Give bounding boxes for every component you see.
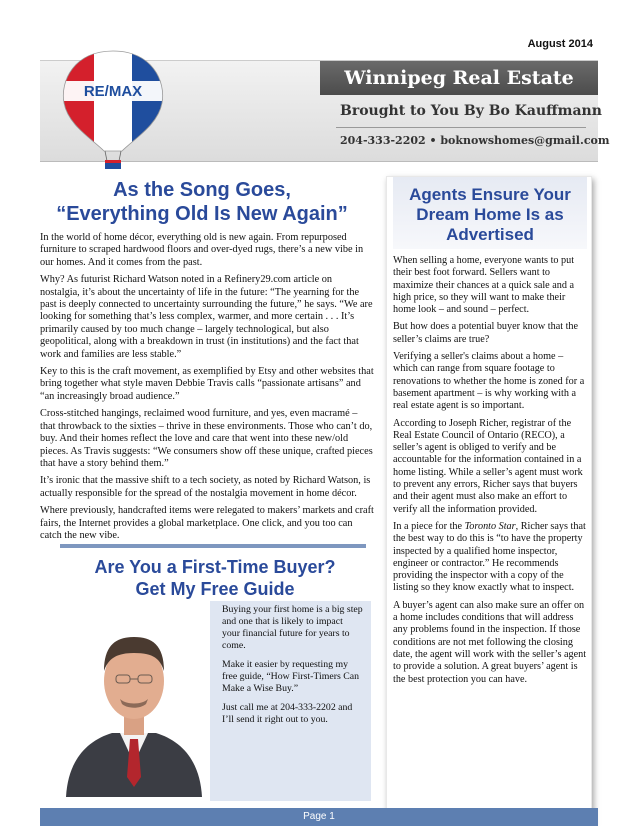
page-footer [40,808,598,826]
left-paragraph: Key to this is the craft movement, as exemplified by Etsy and other websites that bring together what style maven Debbie Travis calls “passionate artisans” and “an increasingly broad audience.” [40,366,374,402]
newsletter-title: Winnipeg Real Estate [344,67,574,89]
right-paragraph: A buyer’s agent can also make sure an offer on a home includes conditions that will address any problems found in the inspection. If those conditions are not met following the closing date, the agent will work with the seller’s agent to provide a solution. A great buyers’ agent is the best protection you can have. [393,599,587,685]
right-article-title [393,185,587,245]
p5-prefix: In a piece for the [393,520,465,532]
right-paragraph: But how does a potential buyer know that the seller’s claims are true? [393,321,579,345]
right-article-header [393,177,587,249]
left-paragraph: Cross-stitched hangings, reclaimed wood furniture, and yes, even macramé – that throwback to the sixties – thrive in these environments. Those who can’t do, buy. And their homes reflect the love and care that went into these new/old pieces. As Travis suggests: “We consumers show off these unique, crafted pieces that have a story behind them.” [40,408,373,469]
left-paragraph: Why? As futurist Richard Watson noted in a Refinery29.com article on nostalgia, it’s about the uncertainty of life in the future: “The yearning for the past is deeply connected to uncertainty surrounding the future,” he says. “We are looking for something that’s less complex, warmer, and more certain . . . It’s primarily caused by too much change – largely technological, but also geopolitical, along with a breakdown in trust (in institutions) and the fact that work and families are less stable.” [40,274,373,360]
publication-name: Toronto Star [464,520,516,532]
p5-mid: , Richer [515,520,551,532]
right-title-line-1: Agents Ensure Your [409,185,571,204]
right-article-body [393,255,587,691]
banner-title-bar [320,61,598,95]
right-paragraph: When selling a home, everyone wants to put their best foot forward. Sellers want to maximize their chances at a quick sale and a high price, so they will want to make their home look – and sound – perfect. [393,255,575,316]
hot-air-balloon-logo-icon [54,47,172,175]
left-article-body [40,232,374,547]
logo-wordmark: RE/MAX [83,83,143,100]
buyer-title-line-2: Get My Free Guide [135,579,295,599]
left-title-line-1: As the Song Goes, [113,179,291,201]
page-number: Page 1 [303,811,335,822]
free-guide-box [210,601,371,801]
p5-rest: says that the best way to do this is “to have the property inspected by a qualified home inspector, engineer or contractor.” He recommends providing the inspector with a copy of the listing so they know exactly what to inspect. [393,520,586,594]
right-paragraph: Verifying a seller's claims about a home – which can range from square footage to renovations to whether the home is zoned for a basement apartment – is why working with a real estate agent is so important. [393,351,585,412]
right-paragraph: According to Joseph Richer, registrar of the Real Estate Council of Ontario (RECO), a seller’s agent is obliged to verify and be accountable for the information contained in a home listing. While a seller’s agent must work to prevent any errors, Richer says that buyers and their agent must also make an effort to verify all the information provided. [393,417,583,515]
left-paragraph: In the world of home décor, everything old is new again. From repurposed furniture to scraped hardwood floors and over-dyed rugs, there’s a new vibe in our homes. And it comes from the past. [40,232,364,268]
right-article-panel [386,176,592,824]
contact-info: 204-333-2202 • boknowshomes@gmail.com [340,134,610,147]
buyer-paragraph: Just call me at 204-333-2202 and I’ll send it right out to you. [222,702,353,725]
buyer-section-title [50,556,380,600]
buyer-paragraph: Make it easier by requesting my free guide, “How First-Timers Can Make a Wise Buy.” [222,659,360,694]
left-title-line-2: “Everything Old Is New Again” [56,203,348,225]
buyer-paragraph: Buying your first home is a big step and one that is likely to impact your financial future for years to come. [222,604,363,651]
left-paragraph: It’s ironic that the massive shift to a tech society, as noted by Richard Watson, is actually responsible for the spread of the nostalgia movement in home décor. [40,475,371,499]
right-title-line-3: Advertised [446,225,534,244]
newsletter-subtitle: Brought to You By Bo Kauffmann [340,103,602,119]
agent-portrait-icon [62,601,206,797]
issue-date: August 2014 [527,38,593,50]
left-article-title [32,178,372,226]
left-paragraph: Where previously, handcrafted items were relegated to makers’ markets and craft fairs, the Internet provides a global marketplace. One click, and you too can catch the new vibe. [40,505,374,541]
buyer-section-divider [60,544,366,548]
right-title-line-2: Dream Home Is as [416,205,564,224]
buyer-title-line-1: Are You a First-Time Buyer? [94,557,336,577]
banner-divider [336,127,586,128]
right-paragraph [393,521,587,595]
